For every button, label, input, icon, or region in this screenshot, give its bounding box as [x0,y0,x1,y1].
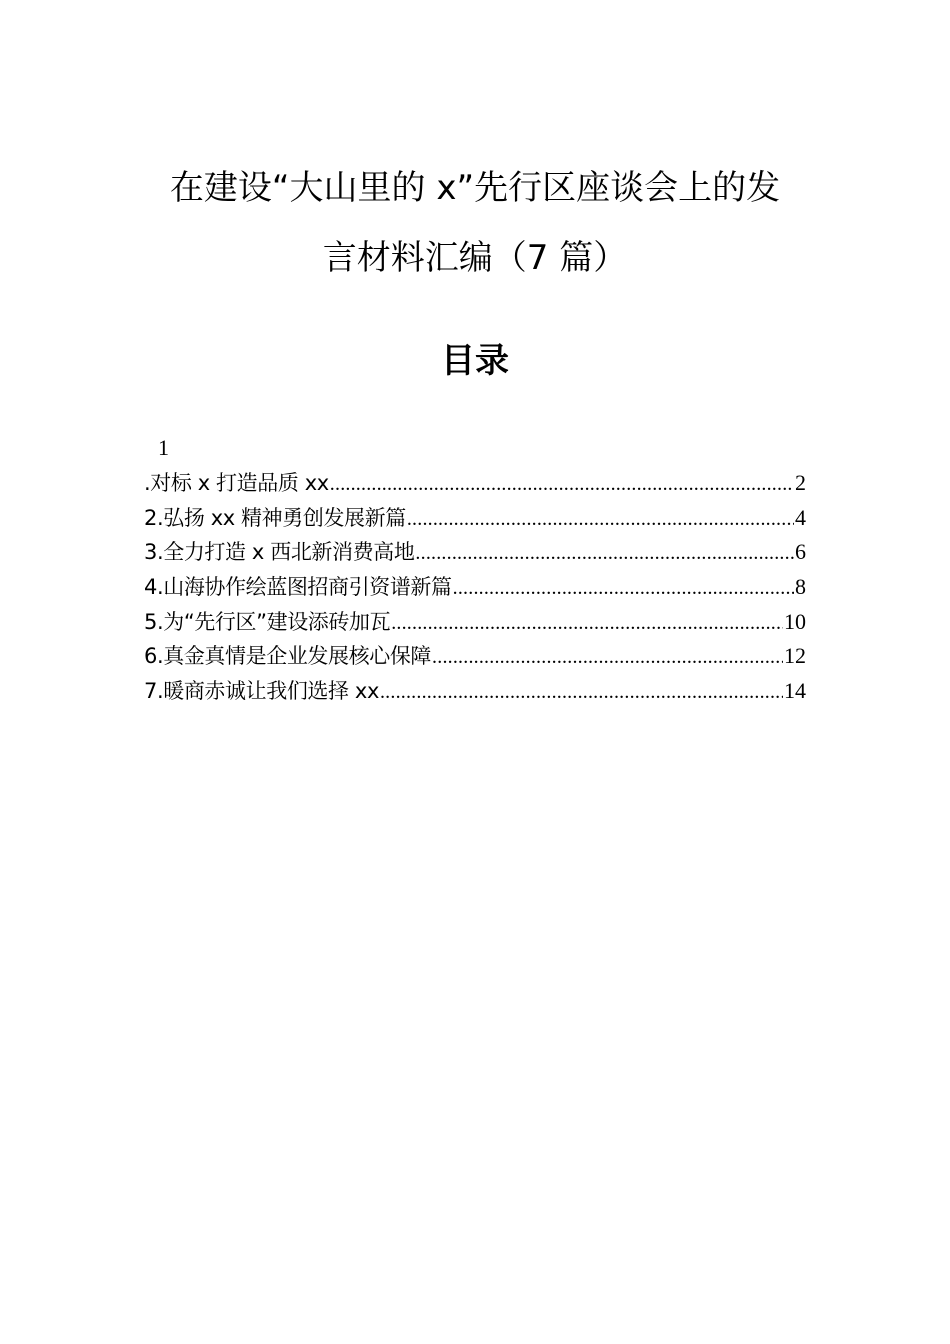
toc-dot-leader [330,469,794,499]
toc-entry-label[interactable]: 3.全力打造 x 西北新消费高地 [144,540,415,565]
toc-entry[interactable] [144,537,806,572]
toc-entry-label[interactable]: 7.暖商赤诚让我们选择 xx [144,679,379,704]
toc-dot-leader [380,677,783,707]
toc-entry-page: 4 [795,504,806,530]
toc-entry-label[interactable]: 2.弘扬 xx 精神勇创发展新篇 [144,505,406,530]
toc-heading: 目录 [441,341,509,381]
toc-entry-page: 12 [784,643,806,669]
toc-entry-page: 8 [795,574,806,600]
document-title-line-1: 在建设“大山里的 x”先行区座谈会上的发 [169,168,781,208]
toc-entry-page: 2 [795,470,806,495]
toc-list [144,468,806,711]
toc-dot-leader [415,538,794,568]
document-title-line-2: 言材料汇编（7 篇） [322,238,628,278]
toc-entry[interactable] [144,676,806,711]
toc-entry[interactable] [144,468,806,503]
toc-entry-page: 14 [784,678,806,704]
toc-entry-label[interactable]: 6.真金真情是企业发展核心保障 [144,644,432,669]
toc-entry[interactable] [144,607,806,642]
toc-entry-page: 6 [795,539,806,565]
toc-entry-page: 10 [784,608,806,634]
toc-entry[interactable] [144,503,806,538]
toc-dot-leader [391,608,783,638]
toc-lead-number: 1 [158,435,169,460]
toc-dot-leader [432,642,783,672]
toc-entry[interactable] [144,641,806,676]
toc-entry-label[interactable]: 4.山海协作绘蓝图招商引资谱新篇 [144,575,452,600]
toc-entry[interactable] [144,572,806,607]
toc-entry-label[interactable]: .对标 x 打造品质 xx [144,471,329,495]
toc-entry-label[interactable]: 5.为“先行区”建设添砖加瓦 [144,609,391,634]
toc-dot-leader [453,573,794,603]
toc-dot-leader [407,504,794,534]
